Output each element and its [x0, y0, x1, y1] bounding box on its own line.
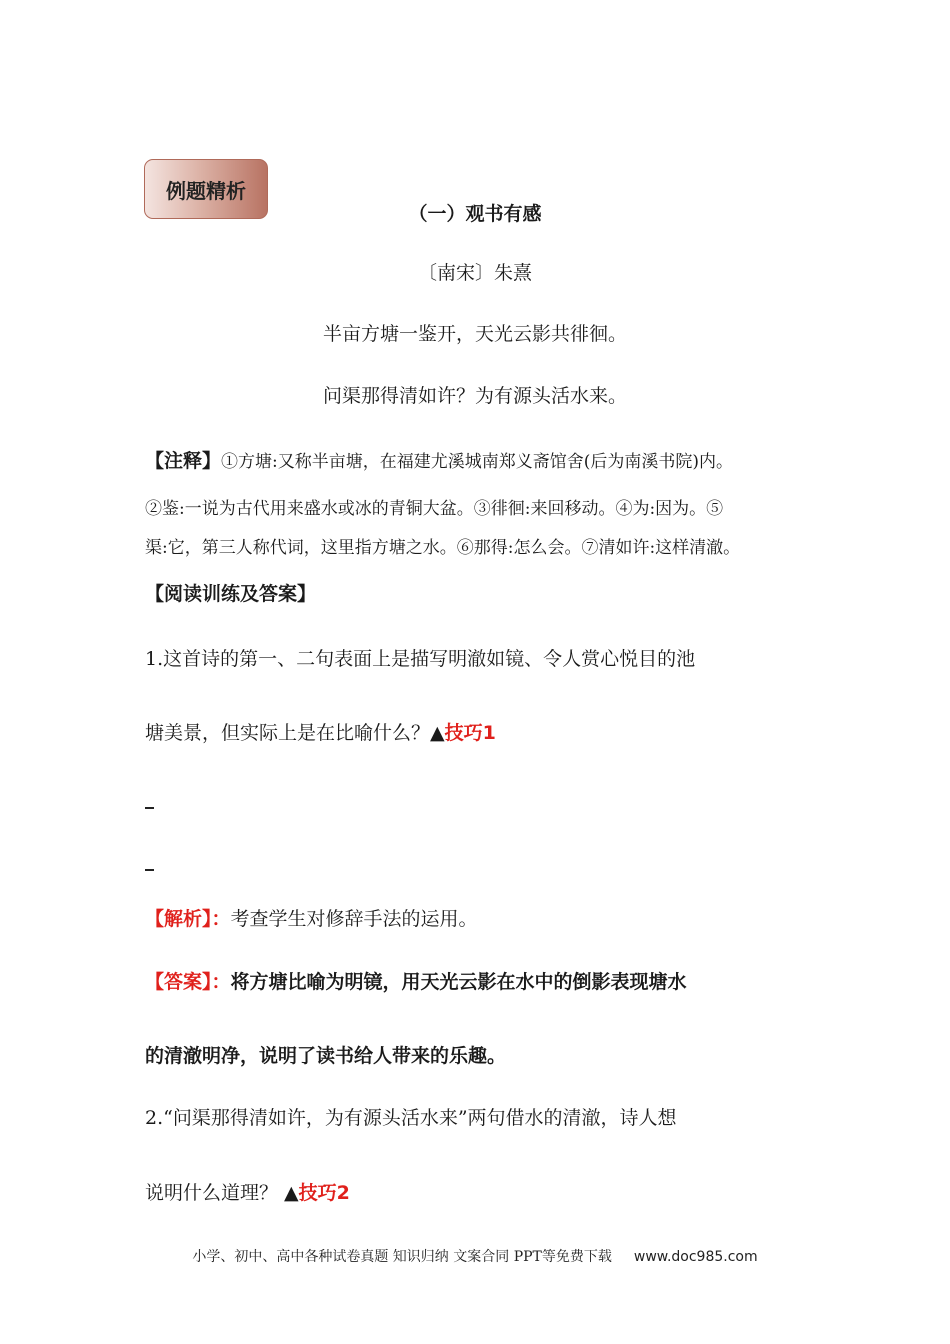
question-1-line-1: 1.这首诗的第一、二句表面上是描写明澈如镜、令人赏心悦目的池 [145, 648, 696, 670]
analysis-label: 【解析】： [145, 908, 231, 930]
section-heading: 【阅读训练及答案】 [145, 583, 317, 605]
answer-blank-line-2 [145, 869, 154, 871]
notes-text-1: ①方塘:又称半亩塘，在福建尤溪城南郑义斋馆舍(后为南溪书院)内。 [221, 452, 734, 472]
question-2-text: 说明什么道理？ ▲ [145, 1182, 299, 1204]
answer-line-2: 的清澈明净，说明了读书给人带来的乐趣。 [145, 1045, 507, 1067]
question-1-line-2 [145, 724, 496, 743]
tip-1-label: 技巧1 [444, 722, 496, 744]
example-analysis-badge: 例题精析 [144, 159, 268, 219]
poem-line-2: 问渠那得清如许？为有源头活水来。 [322, 385, 627, 407]
answer-blank-line-1 [145, 807, 154, 809]
answer-label: 【答案】： [145, 971, 231, 993]
question-2-line-1: 2.“问渠那得清如许，为有源头活水来”两句借水的清澈，诗人想 [145, 1107, 677, 1129]
question-1-text: 塘美景，但实际上是在比喻什么？▲ [145, 722, 445, 744]
answer-text-1: 将方塘比喻为明镜，用天光云影在水中的倒影表现塘水 [230, 971, 687, 993]
notes-label: 【注释】 [145, 450, 222, 472]
notes-line-1 [145, 452, 733, 471]
footer-text: 小学、初中、高中各种试卷真题 知识归纳 文案合同 PPT等免费下载 [192, 1249, 612, 1265]
footer [0, 1246, 950, 1266]
poem-author: 〔南宋〕朱熹 [417, 262, 532, 284]
notes-line-2: ②鉴:一说为古代用来盛水或冰的青铜大盆。③徘徊:来回移动。④为:因为。⑤ [145, 499, 724, 519]
poem-title: （一）观书有感 [408, 203, 542, 225]
poem-line-1: 半亩方塘一鉴开，天光云影共徘徊。 [322, 323, 627, 345]
analysis-text: 考查学生对修辞手法的运用。 [230, 908, 478, 930]
question-2-line-2 [145, 1184, 350, 1203]
tip-2-label: 技巧2 [298, 1182, 350, 1204]
analysis-line [145, 910, 478, 929]
notes-line-3: 渠:它，第三人称代词，这里指方塘之水。⑥那得:怎么会。⑦清如许:这样清澈。 [145, 538, 741, 558]
footer-url[interactable]: www.doc985.com [633, 1249, 758, 1265]
answer-line-1 [145, 973, 687, 992]
